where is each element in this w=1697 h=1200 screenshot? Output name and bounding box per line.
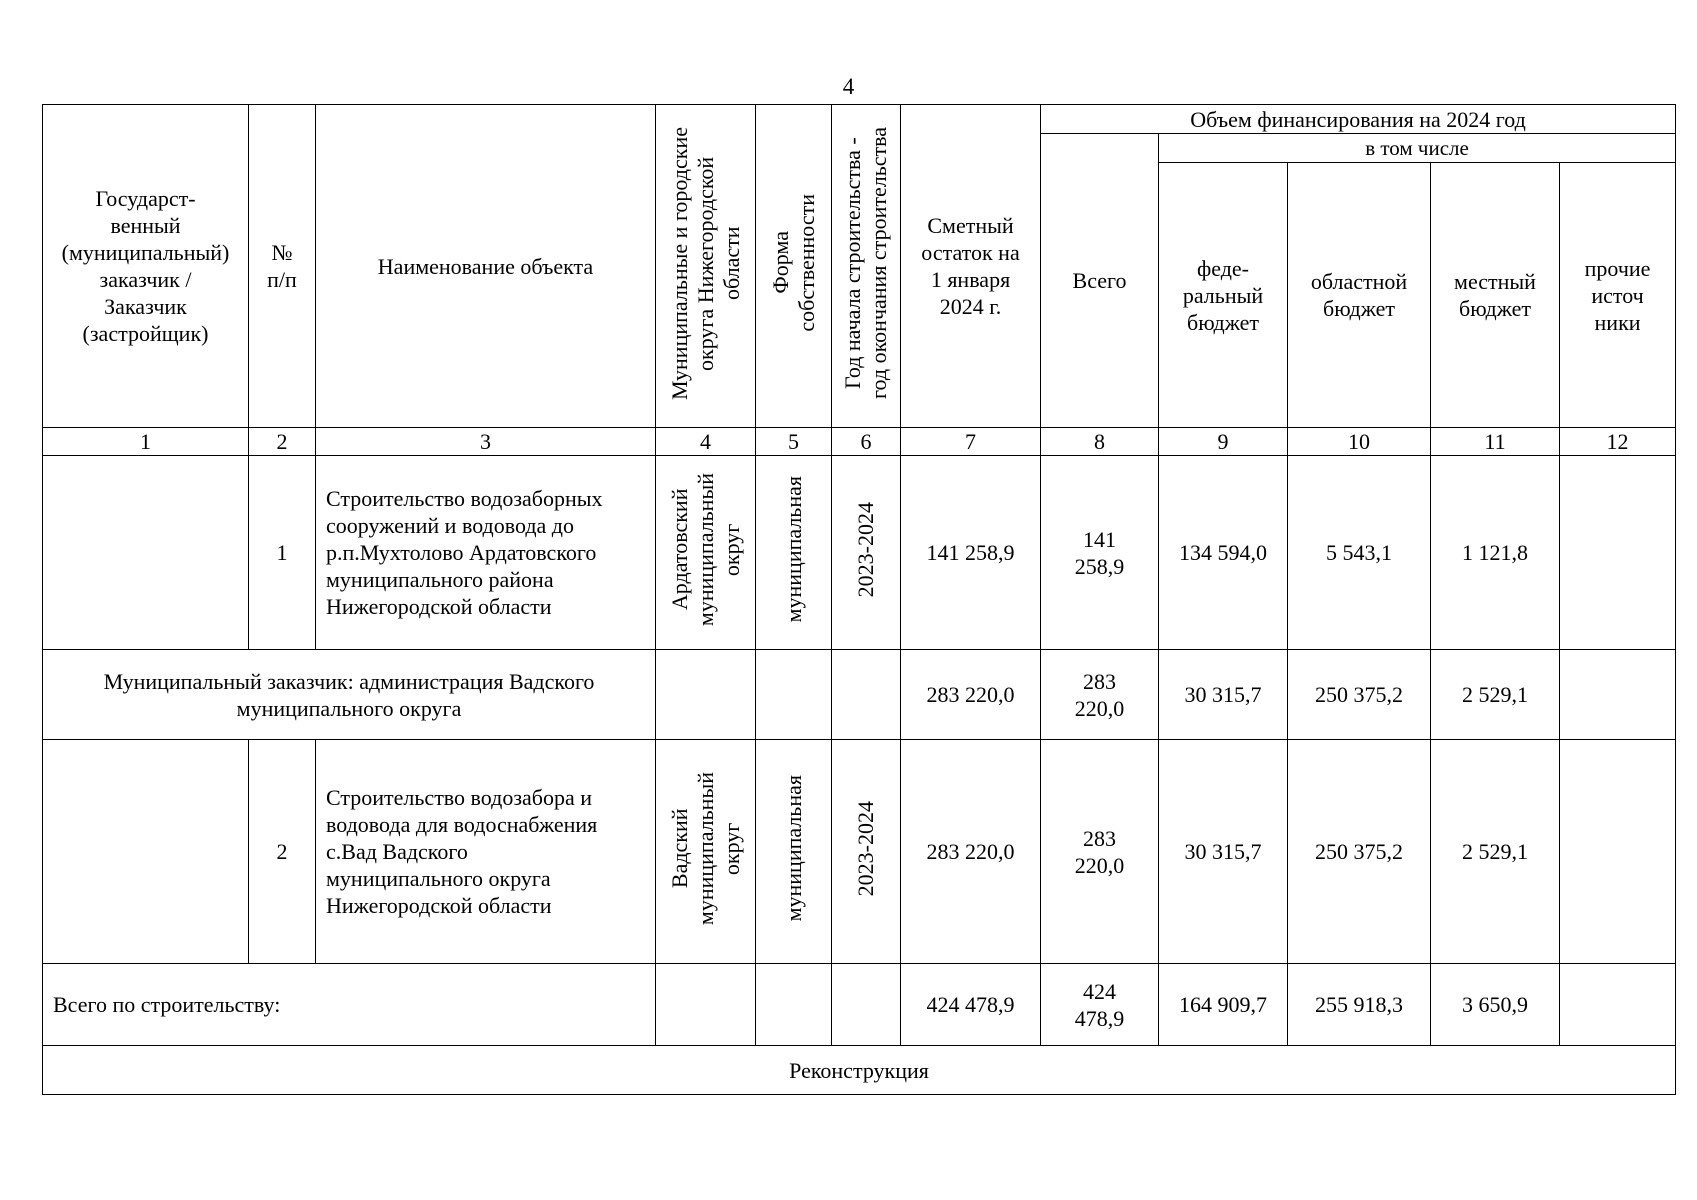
column-number: 1 xyxy=(43,428,249,456)
row-customer-cell xyxy=(43,740,249,964)
row-regional: 5 543,1 xyxy=(1288,456,1431,650)
row-ownership: муниципальная xyxy=(756,740,832,964)
column-number: 9 xyxy=(1159,428,1288,456)
totals-federal: 164 909,7 xyxy=(1159,964,1288,1046)
row-years: 2023-2024 xyxy=(832,456,901,650)
row-other xyxy=(1560,740,1676,964)
customer-regional: 250 375,2 xyxy=(1288,650,1431,740)
customer-ownership xyxy=(756,650,832,740)
column-number: 6 xyxy=(832,428,901,456)
totals-other xyxy=(1560,964,1676,1046)
section-title: Реконструкция xyxy=(43,1046,1676,1095)
row-total: 283 220,0 xyxy=(1041,740,1159,964)
totals-row xyxy=(43,964,1676,1046)
section-row xyxy=(43,1046,1676,1095)
column-number: 10 xyxy=(1288,428,1431,456)
row-district: Ардатовский муниципальный округ xyxy=(656,456,756,650)
header-object-name: Наименование объекта xyxy=(316,105,656,428)
column-numbers-row xyxy=(43,428,1676,456)
header-federal: феде- ральный бюджет xyxy=(1159,163,1288,428)
row-number: 2 xyxy=(249,740,316,964)
row-local: 2 529,1 xyxy=(1431,740,1560,964)
financing-table xyxy=(42,104,1676,1095)
column-number: 3 xyxy=(316,428,656,456)
column-number: 7 xyxy=(901,428,1041,456)
header-regional: областной бюджет xyxy=(1288,163,1431,428)
column-number: 5 xyxy=(756,428,832,456)
header-row-1 xyxy=(43,105,1676,134)
totals-years xyxy=(832,964,901,1046)
customer-local: 2 529,1 xyxy=(1431,650,1560,740)
table-row xyxy=(43,740,1676,964)
header-other: прочие источ ники xyxy=(1560,163,1676,428)
table-row xyxy=(43,456,1676,650)
totals-balance: 424 478,9 xyxy=(901,964,1041,1046)
header-financing: Объем финансирования на 2024 год xyxy=(1041,105,1676,134)
row-federal: 134 594,0 xyxy=(1159,456,1288,650)
totals-ownership xyxy=(756,964,832,1046)
row-object-name: Строительство водозаборных сооружений и водовода до р.п.Мухтолово Ардатовского муниципального района Нижегородской области xyxy=(316,456,656,650)
row-customer-cell xyxy=(43,456,249,650)
column-number: 12 xyxy=(1560,428,1676,456)
row-regional: 250 375,2 xyxy=(1288,740,1431,964)
row-years: 2023-2024 xyxy=(832,740,901,964)
customer-total: 283 220,0 xyxy=(1041,650,1159,740)
row-total: 141 258,9 xyxy=(1041,456,1159,650)
header-including: в том числе xyxy=(1159,134,1676,163)
header-ownership: Форма собственности xyxy=(756,105,832,428)
totals-district xyxy=(656,964,756,1046)
totals-label: Всего по строительству: xyxy=(43,964,656,1046)
customer-label: Муниципальный заказчик: администрация Вадского муниципального округа xyxy=(43,650,656,740)
column-number: 8 xyxy=(1041,428,1159,456)
column-number: 11 xyxy=(1431,428,1560,456)
row-object-name: Строительство водозабора и водовода для водоснабжения с.Вад Вадского муниципального округа Нижегородской области xyxy=(316,740,656,964)
totals-regional: 255 918,3 xyxy=(1288,964,1431,1046)
totals-local: 3 650,9 xyxy=(1431,964,1560,1046)
header-district: Муниципальные и городские округа Нижегородской области xyxy=(656,105,756,428)
customer-row xyxy=(43,650,1676,740)
header-years: Год начала строительства - год окончания строительства xyxy=(832,105,901,428)
header-customer: Государст- венный (муниципальный) заказчик / Заказчик (застройщик) xyxy=(43,105,249,428)
header-number: № п/п xyxy=(249,105,316,428)
column-number: 4 xyxy=(656,428,756,456)
row-local: 1 121,8 xyxy=(1431,456,1560,650)
row-balance: 283 220,0 xyxy=(901,740,1041,964)
customer-district xyxy=(656,650,756,740)
header-local: местный бюджет xyxy=(1431,163,1560,428)
row-district: Вадский муниципальный округ xyxy=(656,740,756,964)
row-federal: 30 315,7 xyxy=(1159,740,1288,964)
customer-balance: 283 220,0 xyxy=(901,650,1041,740)
row-balance: 141 258,9 xyxy=(901,456,1041,650)
page-number: 4 xyxy=(842,74,855,99)
customer-federal: 30 315,7 xyxy=(1159,650,1288,740)
header-total: Всего xyxy=(1041,134,1159,428)
header-balance: Сметный остаток на 1 января 2024 г. xyxy=(901,105,1041,428)
row-other xyxy=(1560,456,1676,650)
totals-total: 424 478,9 xyxy=(1041,964,1159,1046)
customer-other xyxy=(1560,650,1676,740)
customer-years xyxy=(832,650,901,740)
column-number: 2 xyxy=(249,428,316,456)
row-number: 1 xyxy=(249,456,316,650)
row-ownership: муниципальная xyxy=(756,456,832,650)
